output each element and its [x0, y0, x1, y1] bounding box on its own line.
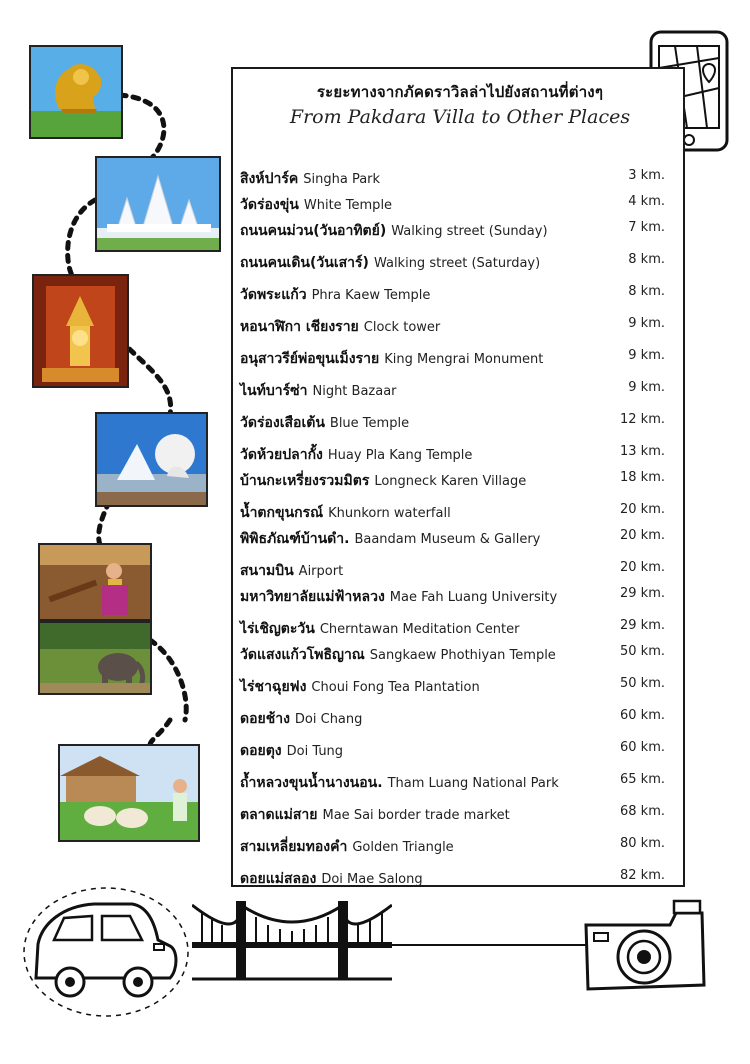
place-name-english: Airport: [298, 564, 344, 579]
place-name-english: Night Bazaar: [312, 384, 397, 399]
place-distance: 8 km.: [628, 252, 665, 267]
place-name-english: Walking street (Sunday): [391, 224, 548, 239]
place-name-thai: ถนนคนเดิน(วันเสาร์): [240, 255, 369, 271]
place-distance: 20 km.: [620, 502, 665, 517]
place-name-thai: อนุสาวรีย์พ่อขุนเม็งราย: [240, 351, 380, 367]
place-distance: 3 km.: [628, 168, 665, 183]
place-name-thai: สามเหลี่ยมทองคำ: [240, 839, 348, 855]
place-name-thai: สิงห์ปาร์ค: [240, 171, 299, 187]
place-name-thai: บ้านกะเหรี่ยงรวมมิตร: [240, 473, 370, 489]
place-name-english: Baandam Museum & Gallery: [354, 532, 541, 547]
place-name-thai: น้ำตกขุนกรณ์: [240, 505, 324, 521]
place-distance: 18 km.: [620, 470, 665, 485]
place-distance: 9 km.: [628, 316, 665, 331]
place-distance: 13 km.: [620, 444, 665, 459]
place-name-english: Walking street (Saturday): [373, 256, 541, 271]
place-distance: 80 km.: [620, 836, 665, 851]
place-name-thai: ดอยตุง: [240, 743, 282, 759]
place-name-thai: สนามบิน: [240, 563, 294, 579]
place-name-thai: วัดร่องเสือเต้น: [240, 415, 325, 431]
place-distance: 60 km.: [620, 740, 665, 755]
place-name-english: Sangkaew Phothiyan Temple: [369, 648, 556, 663]
place-name-english: Longneck Karen Village: [374, 474, 527, 489]
page-title-english: From Pakdara Villa to Other Places: [289, 106, 631, 128]
place-distance: 60 km.: [620, 708, 665, 723]
place-name-thai: วัดร่องขุ่น: [240, 197, 299, 213]
phra-kaew-temple-photo: [32, 274, 129, 388]
place-name-english: Doi Mae Salong: [321, 872, 423, 887]
place-distance: 29 km.: [620, 618, 665, 633]
place-name-english: Blue Temple: [329, 416, 410, 431]
place-name-english: Doi Tung: [286, 744, 344, 759]
place-name-thai: ดอยแม่สลอง: [240, 871, 317, 887]
page-title-thai: ระยะทางจากภัคดราวิลล่าไปยังสถานที่ต่างๆ: [316, 83, 604, 101]
place-distance: 9 km.: [628, 380, 665, 395]
camera-icon: [580, 895, 710, 995]
place-distance: 50 km.: [620, 644, 665, 659]
elephant-camp-photo: [38, 621, 152, 695]
place-name-thai: ตลาดแม่สาย: [240, 807, 318, 823]
place-distance: 8 km.: [628, 284, 665, 299]
place-name-english: Huay Pla Kang Temple: [327, 448, 473, 463]
car-icon: [14, 880, 194, 1020]
place-name-thai: มหาวิทยาลัยแม่ฟ้าหลวง: [240, 589, 385, 605]
place-distance: 65 km.: [620, 772, 665, 787]
distance-board: [231, 67, 685, 887]
bridge-icon: [192, 895, 392, 985]
place-name-english: Singha Park: [303, 172, 381, 187]
place-name-thai: หอนาฬิกา เชียงราย: [240, 319, 359, 335]
place-name-english: Cherntawan Meditation Center: [319, 622, 520, 637]
place-name-thai: ดอยช้าง: [240, 711, 290, 727]
place-name-thai: ไนท์บาร์ซ่า: [240, 383, 308, 399]
place-name-english: Clock tower: [363, 320, 441, 335]
place-distance: 68 km.: [620, 804, 665, 819]
place-name-english: Mae Fah Luang University: [389, 590, 558, 605]
place-distance: 20 km.: [620, 528, 665, 543]
place-distance: 29 km.: [620, 586, 665, 601]
sheep-farm-photo: [58, 744, 200, 842]
place-name-english: White Temple: [303, 198, 393, 213]
white-temple-photo: [95, 156, 221, 252]
place-name-thai: วัดพระแก้ว: [240, 287, 307, 303]
karen-village-photo: [38, 543, 152, 621]
place-distance: 4 km.: [628, 194, 665, 209]
road-line: [386, 942, 586, 948]
place-distance: 82 km.: [620, 868, 665, 883]
place-name-thai: ไร่ชาฉุยฟง: [240, 679, 307, 695]
place-distance: 12 km.: [620, 412, 665, 427]
place-name-thai: ถนนคนม่วน(วันอาทิตย์): [240, 223, 387, 239]
place-name-thai: ถ้ำหลวงขุนน้ำนางนอน.: [240, 775, 383, 791]
place-distance: 7 km.: [628, 220, 665, 235]
place-name-english: Doi Chang: [294, 712, 363, 727]
blue-temple-photo: [95, 412, 208, 507]
place-name-english: King Mengrai Monument: [384, 352, 544, 367]
place-distance: 20 km.: [620, 560, 665, 575]
place-name-thai: พิพิธภัณฑ์บ้านดำ.: [240, 531, 350, 547]
place-name-english: Choui Fong Tea Plantation: [311, 680, 480, 695]
place-name-english: Khunkorn waterfall: [328, 506, 451, 521]
place-distance: 9 km.: [628, 348, 665, 363]
place-name-thai: ไร่เชิญตะวัน: [240, 621, 315, 637]
place-name-english: Mae Sai border trade market: [322, 808, 510, 823]
singha-lion-photo: [29, 45, 123, 139]
place-name-english: Golden Triangle: [352, 840, 454, 855]
place-name-english: Phra Kaew Temple: [311, 288, 431, 303]
place-name-thai: วัดแสงแก้วโพธิญาณ: [240, 647, 365, 663]
place-name-english: Tham Luang National Park: [387, 776, 559, 791]
place-name-thai: วัดห้วยปลากั้ง: [240, 447, 323, 463]
place-distance: 50 km.: [620, 676, 665, 691]
